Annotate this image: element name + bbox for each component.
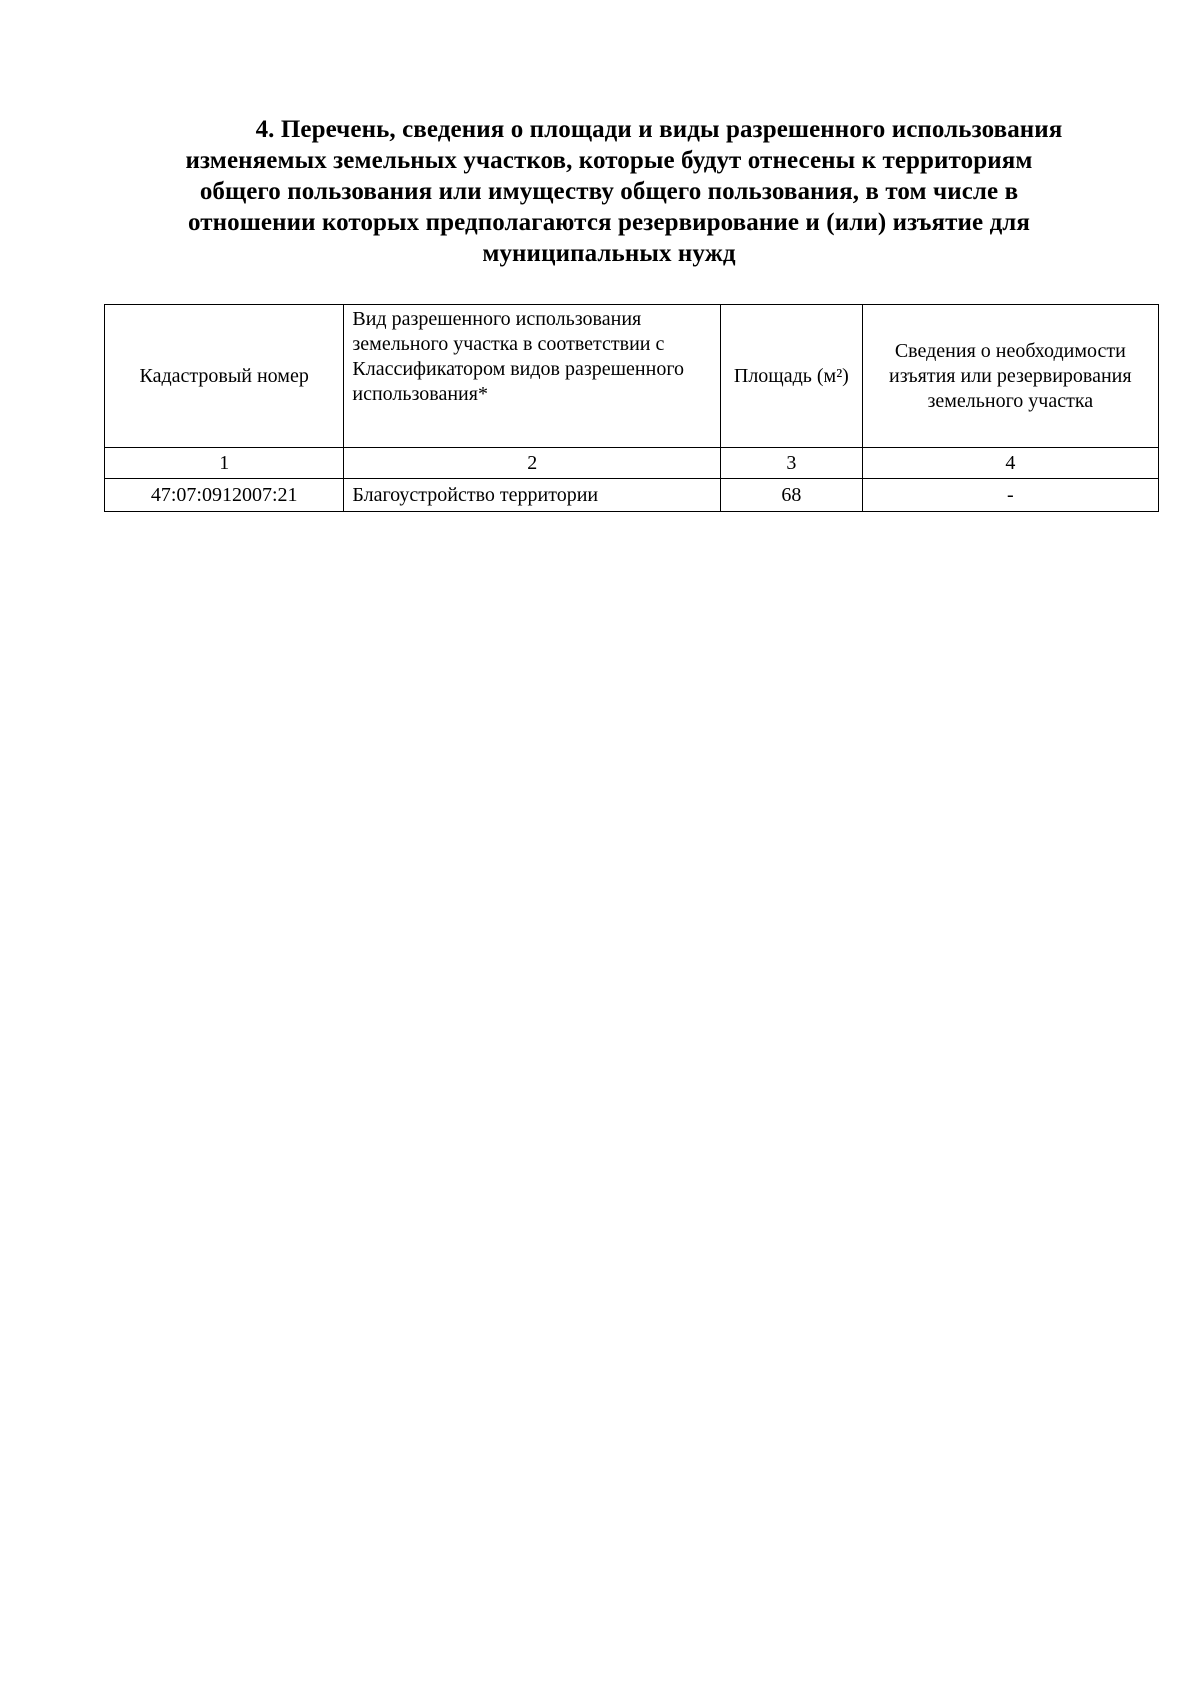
header-cadastral-number: Кадастровый номер (105, 305, 344, 448)
cell-permitted-use: Благоустройство территории (344, 479, 721, 512)
cell-area: 68 (721, 479, 863, 512)
heading-line: отношении которых предполагаются резервирование и (или) изъятие для (187, 209, 1031, 236)
heading-line: муниципальных нужд (482, 240, 736, 267)
table-row (105, 479, 1159, 512)
cell-withdrawal-info: - (862, 479, 1158, 512)
heading-line: общего пользования или имуществу общего пользования, в том числе в (199, 178, 1019, 205)
header-permitted-use: Вид разрешенного использования земельного участка в соответствии с Классификатором видов разрешенного использования* (344, 305, 721, 448)
header-withdrawal-info: Сведения о необходимости изъятия или резервирования земельного участка (862, 305, 1158, 448)
column-number-row (105, 448, 1159, 479)
column-number: 1 (105, 448, 344, 479)
header-area: Площадь (м²) (721, 305, 863, 448)
column-number: 4 (862, 448, 1158, 479)
column-number: 2 (344, 448, 721, 479)
heading-line: изменяемых земельных участков, которые будут отнесены к территориям (185, 147, 1033, 174)
column-number: 3 (721, 448, 863, 479)
table-header-row (105, 305, 1159, 448)
cell-cadastral-number: 47:07:0912007:21 (105, 479, 344, 512)
heading-line: 4. Перечень, сведения о площади и виды разрешенного использования (255, 116, 1063, 143)
land-plots-table (104, 304, 1159, 512)
section-heading (150, 114, 1068, 269)
